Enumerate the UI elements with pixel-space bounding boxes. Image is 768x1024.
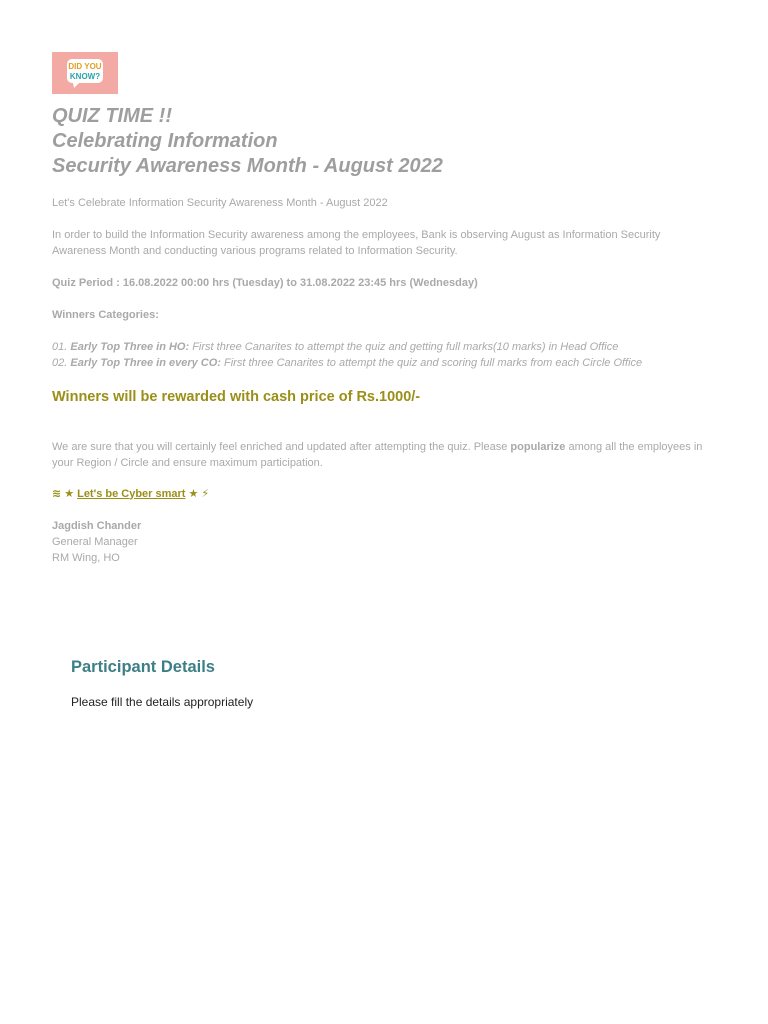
- title-line-3: Security Awareness Month - August 2022: [52, 155, 443, 177]
- category-number: 02.: [52, 357, 68, 369]
- quiz-description: [52, 104, 712, 566]
- category-item: [52, 355, 712, 371]
- quiz-period: Quiz Period : 16.08.2022 00:00 hrs (Tuesday) to 31.08.2022 23:45 hrs (Wednesday): [52, 277, 478, 289]
- star-icon: ★: [64, 488, 75, 500]
- sparkle-icon: ≋: [52, 488, 62, 500]
- speech-bubble-icon: [65, 57, 105, 89]
- star-icon: ★: [188, 488, 199, 500]
- section-title: Participant Details: [71, 658, 215, 676]
- category-name: Early Top Three in every CO:: [70, 357, 221, 369]
- body-text: In order to build the Information Security awareness among the employees, Bank is observing August as Information Security Awareness Month and conducting various programs related to Information Security.: [52, 229, 661, 257]
- cyber-smart-link[interactable]: Let's be Cyber smart: [77, 487, 186, 500]
- title-line-1: QUIZ TIME !!: [52, 105, 172, 127]
- title-line-2: Celebrating Information: [52, 130, 278, 152]
- category-number: 01.: [52, 341, 68, 353]
- page-title: [52, 104, 712, 179]
- did-you-know-logo: [52, 52, 118, 94]
- closing-part-1: We are sure that you will certainly feel enriched and updated after attempting the quiz. Please: [52, 441, 511, 453]
- category-desc: First three Canarites to attempt the quiz and scoring full marks from each Circle Office: [224, 357, 643, 369]
- participant-details-section: [71, 658, 253, 709]
- section-subtitle: Please fill the details appropriately: [71, 695, 254, 709]
- signature-name: Jagdish Chander: [52, 520, 142, 532]
- closing-part-2: among all the employees in your Region / Circle and ensure maximum participation.: [52, 441, 703, 469]
- category-name: Early Top Three in HO:: [70, 341, 190, 353]
- winners-heading: Winners Categories:: [52, 309, 159, 321]
- closing-text: [52, 439, 712, 471]
- signature-block: [52, 518, 712, 566]
- svg-text:KNOW?: KNOW?: [69, 72, 101, 81]
- category-item: [52, 339, 712, 355]
- signature-dept: RM Wing, HO: [52, 552, 120, 564]
- categories-list: [52, 339, 712, 371]
- reward-text: Winners will be rewarded with cash price of Rs.1000/-: [52, 389, 421, 405]
- closing-bold: popularize: [510, 441, 566, 453]
- svg-text:DID YOU: DID YOU: [68, 62, 102, 71]
- sparkle-icon: ⚡: [201, 488, 210, 500]
- cyber-smart-line: [52, 487, 712, 500]
- signature-role: General Manager: [52, 536, 138, 548]
- intro-text: Let's Celebrate Information Security Awareness Month - August 2022: [52, 197, 388, 209]
- category-desc: First three Canarites to attempt the quiz and getting full marks(10 marks) in Head Office: [192, 341, 619, 353]
